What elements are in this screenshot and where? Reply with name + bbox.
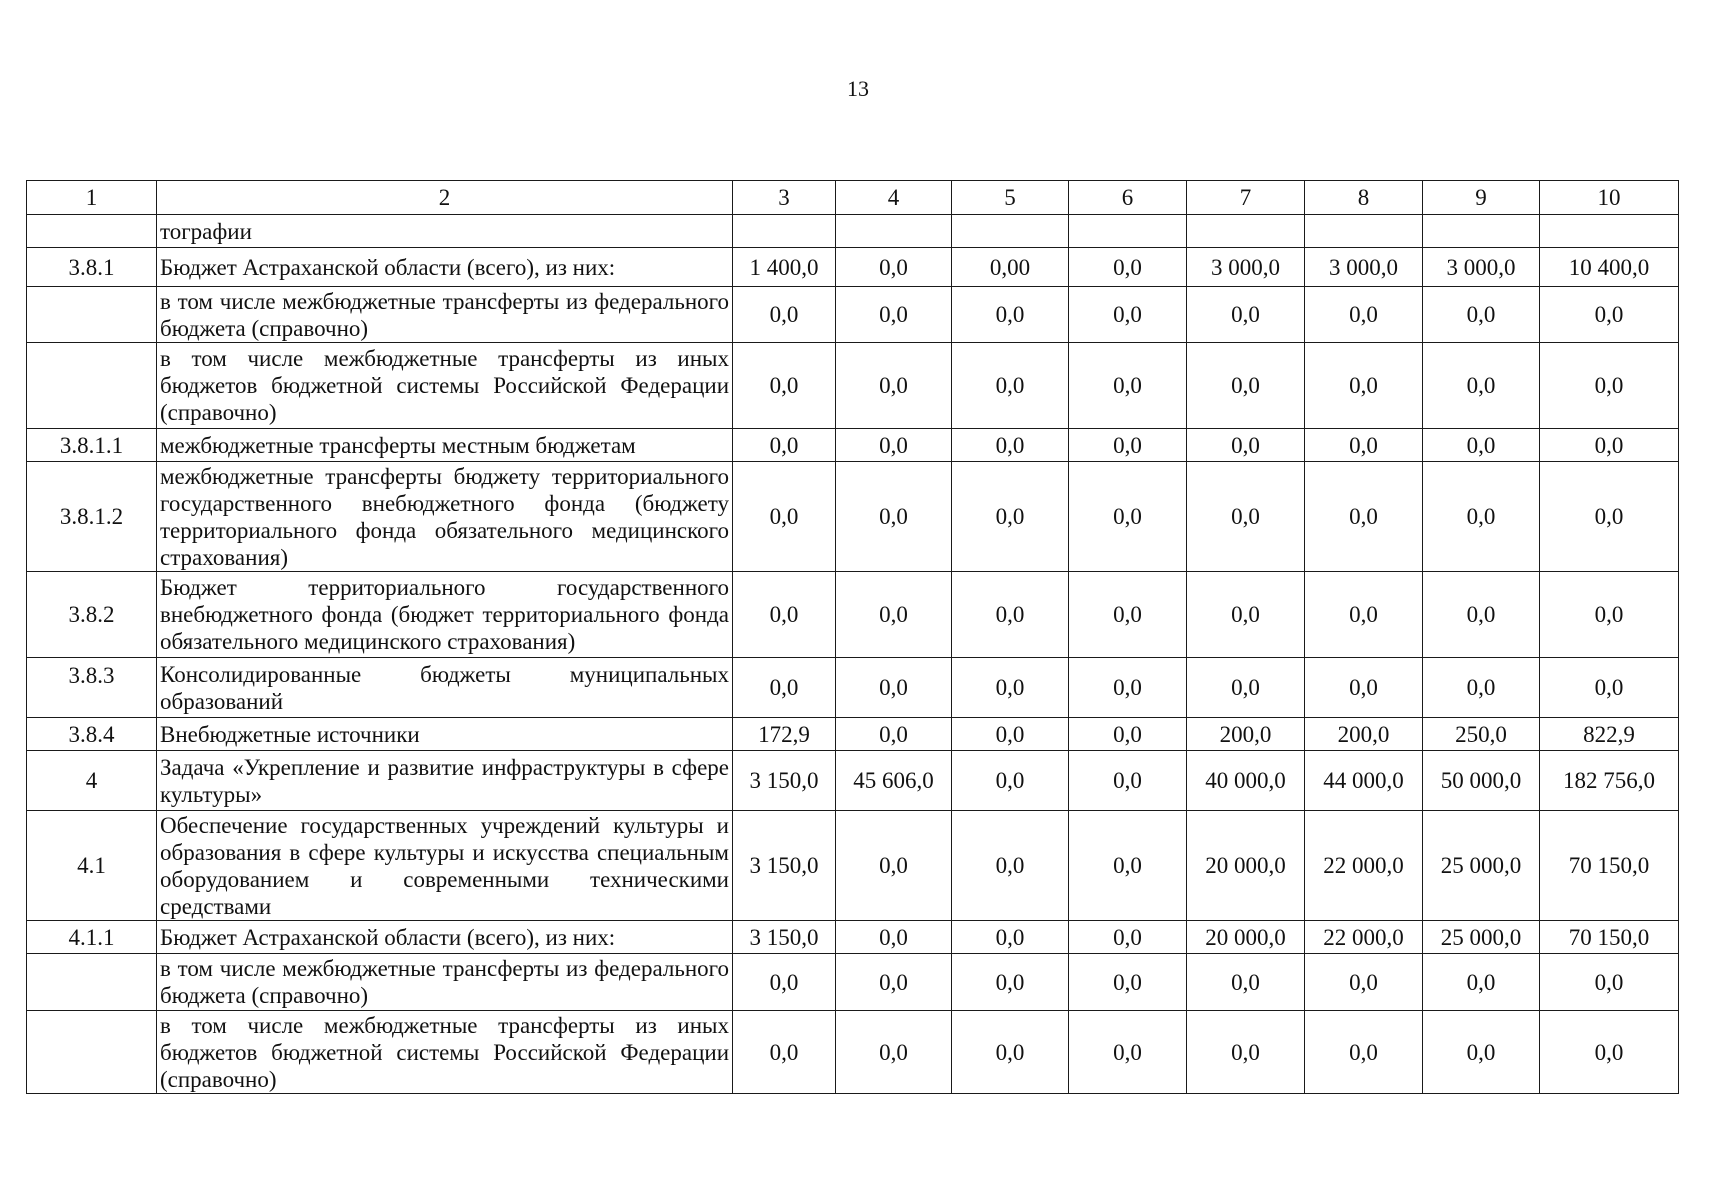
value-cell: 0,0 bbox=[1540, 954, 1679, 1011]
row-code: 3.8.3 bbox=[27, 658, 157, 718]
value-cell: 822,9 bbox=[1540, 718, 1679, 751]
value-cell: 0,0 bbox=[1423, 429, 1540, 462]
value-cell: 20 000,0 bbox=[1187, 921, 1305, 954]
value-cell: 0,0 bbox=[952, 954, 1069, 1011]
column-number-header: 8 bbox=[1305, 181, 1423, 215]
row-code bbox=[27, 215, 157, 248]
value-cell: 0,0 bbox=[1423, 572, 1540, 658]
value-cell: 0,0 bbox=[836, 811, 952, 921]
value-cell: 50 000,0 bbox=[1423, 751, 1540, 811]
table-row bbox=[27, 462, 1679, 572]
value-cell: 0,00 bbox=[952, 248, 1069, 287]
row-name: в том числе межбюджетные трансферты из федерального бюджета (справочно) bbox=[157, 287, 733, 343]
row-code: 3.8.2 bbox=[27, 572, 157, 658]
row-code: 3.8.1.2 bbox=[27, 462, 157, 572]
value-cell: 22 000,0 bbox=[1305, 811, 1423, 921]
value-cell: 0,0 bbox=[733, 658, 836, 718]
value-cell: 0,0 bbox=[733, 954, 836, 1011]
value-cell: 0,0 bbox=[836, 287, 952, 343]
value-cell bbox=[1305, 215, 1423, 248]
value-cell: 0,0 bbox=[836, 572, 952, 658]
value-cell: 25 000,0 bbox=[1423, 811, 1540, 921]
value-cell: 250,0 bbox=[1423, 718, 1540, 751]
value-cell: 0,0 bbox=[1540, 658, 1679, 718]
value-cell: 0,0 bbox=[1187, 658, 1305, 718]
value-cell: 0,0 bbox=[836, 1011, 952, 1094]
value-cell: 40 000,0 bbox=[1187, 751, 1305, 811]
value-cell: 3 150,0 bbox=[733, 921, 836, 954]
value-cell: 0,0 bbox=[1187, 343, 1305, 429]
row-name: Задача «Укрепление и развитие инфраструктуры в сфере культуры» bbox=[157, 751, 733, 811]
value-cell: 25 000,0 bbox=[1423, 921, 1540, 954]
column-number-header: 5 bbox=[952, 181, 1069, 215]
value-cell: 0,0 bbox=[1069, 343, 1187, 429]
value-cell: 0,0 bbox=[1540, 462, 1679, 572]
table-row bbox=[27, 658, 1679, 718]
column-number-header: 9 bbox=[1423, 181, 1540, 215]
value-cell: 0,0 bbox=[1069, 1011, 1187, 1094]
row-name: Бюджет Астраханской области (всего), из них: bbox=[157, 248, 733, 287]
value-cell: 44 000,0 bbox=[1305, 751, 1423, 811]
page-number: 13 bbox=[847, 76, 869, 101]
value-cell: 0,0 bbox=[952, 921, 1069, 954]
row-name: в том числе межбюджетные трансферты из иных бюджетов бюджетной системы Российской Федерации (справочно) bbox=[157, 343, 733, 429]
value-cell: 0,0 bbox=[952, 751, 1069, 811]
table-row bbox=[27, 954, 1679, 1011]
table-row bbox=[27, 718, 1679, 751]
value-cell: 0,0 bbox=[1069, 429, 1187, 462]
value-cell bbox=[1423, 215, 1540, 248]
column-number-header: 2 bbox=[157, 181, 733, 215]
value-cell: 0,0 bbox=[733, 1011, 836, 1094]
column-number-header: 6 bbox=[1069, 181, 1187, 215]
value-cell: 3 150,0 bbox=[733, 751, 836, 811]
value-cell: 0,0 bbox=[1187, 954, 1305, 1011]
table-row bbox=[27, 248, 1679, 287]
row-name: Внебюджетные источники bbox=[157, 718, 733, 751]
value-cell: 0,0 bbox=[1423, 287, 1540, 343]
value-cell: 0,0 bbox=[1423, 462, 1540, 572]
value-cell: 0,0 bbox=[836, 658, 952, 718]
column-number-header: 3 bbox=[733, 181, 836, 215]
row-name: Бюджет Астраханской области (всего), из них: bbox=[157, 921, 733, 954]
value-cell: 0,0 bbox=[1305, 658, 1423, 718]
header-row bbox=[27, 181, 1679, 215]
value-cell: 0,0 bbox=[1069, 718, 1187, 751]
value-cell: 0,0 bbox=[733, 572, 836, 658]
value-cell: 0,0 bbox=[1540, 1011, 1679, 1094]
value-cell: 0,0 bbox=[952, 462, 1069, 572]
table-row bbox=[27, 429, 1679, 462]
value-cell: 0,0 bbox=[1423, 954, 1540, 1011]
value-cell: 0,0 bbox=[733, 429, 836, 462]
value-cell: 0,0 bbox=[1069, 658, 1187, 718]
table-row bbox=[27, 811, 1679, 921]
value-cell: 0,0 bbox=[733, 287, 836, 343]
value-cell: 0,0 bbox=[952, 429, 1069, 462]
value-cell: 0,0 bbox=[836, 718, 952, 751]
value-cell: 0,0 bbox=[1423, 1011, 1540, 1094]
row-name: в том числе межбюджетные трансферты из федерального бюджета (справочно) bbox=[157, 954, 733, 1011]
value-cell: 0,0 bbox=[1305, 429, 1423, 462]
value-cell: 0,0 bbox=[1069, 462, 1187, 572]
value-cell: 0,0 bbox=[952, 287, 1069, 343]
value-cell: 0,0 bbox=[1540, 572, 1679, 658]
row-name: Обеспечение государственных учреждений культуры и образования в сфере культуры и искусства специальным оборудованием и современными техническими средствами bbox=[157, 811, 733, 921]
value-cell bbox=[1187, 215, 1305, 248]
value-cell: 1 400,0 bbox=[733, 248, 836, 287]
row-code: 3.8.1.1 bbox=[27, 429, 157, 462]
value-cell: 0,0 bbox=[952, 572, 1069, 658]
value-cell bbox=[836, 215, 952, 248]
row-code bbox=[27, 954, 157, 1011]
row-code bbox=[27, 1011, 157, 1094]
table-row bbox=[27, 751, 1679, 811]
value-cell: 0,0 bbox=[1069, 287, 1187, 343]
value-cell: 45 606,0 bbox=[836, 751, 952, 811]
row-name: в том числе межбюджетные трансферты из иных бюджетов бюджетной системы Российской Федерации (справочно) bbox=[157, 1011, 733, 1094]
column-number-header: 1 bbox=[27, 181, 157, 215]
value-cell: 10 400,0 bbox=[1540, 248, 1679, 287]
row-name: межбюджетные трансферты бюджету территориального государственного внебюджетного фонда (бюджету территориального фонда обязательного медицинского страхования) bbox=[157, 462, 733, 572]
value-cell: 0,0 bbox=[1187, 572, 1305, 658]
row-code: 4.1 bbox=[27, 811, 157, 921]
row-name: Бюджет территориального государственного внебюджетного фонда (бюджет территориального фонда обязательного медицинского страхования) bbox=[157, 572, 733, 658]
value-cell: 0,0 bbox=[1069, 248, 1187, 287]
value-cell: 0,0 bbox=[836, 248, 952, 287]
value-cell: 200,0 bbox=[1305, 718, 1423, 751]
value-cell: 0,0 bbox=[1305, 287, 1423, 343]
value-cell: 0,0 bbox=[1423, 343, 1540, 429]
value-cell: 0,0 bbox=[1187, 287, 1305, 343]
row-name: Консолидированные бюджеты муниципальных образований bbox=[157, 658, 733, 718]
value-cell: 0,0 bbox=[952, 1011, 1069, 1094]
row-code bbox=[27, 287, 157, 343]
column-number-header: 10 bbox=[1540, 181, 1679, 215]
value-cell: 0,0 bbox=[1187, 462, 1305, 572]
value-cell: 200,0 bbox=[1187, 718, 1305, 751]
value-cell: 0,0 bbox=[1540, 343, 1679, 429]
value-cell: 0,0 bbox=[1305, 343, 1423, 429]
table-row bbox=[27, 215, 1679, 248]
value-cell: 0,0 bbox=[1305, 462, 1423, 572]
value-cell: 0,0 bbox=[1069, 572, 1187, 658]
value-cell: 20 000,0 bbox=[1187, 811, 1305, 921]
value-cell: 0,0 bbox=[733, 343, 836, 429]
value-cell: 172,9 bbox=[733, 718, 836, 751]
row-name: тографии bbox=[157, 215, 733, 248]
value-cell: 182 756,0 bbox=[1540, 751, 1679, 811]
table-row bbox=[27, 1011, 1679, 1094]
value-cell: 0,0 bbox=[1305, 954, 1423, 1011]
row-code: 3.8.1 bbox=[27, 248, 157, 287]
value-cell: 70 150,0 bbox=[1540, 811, 1679, 921]
value-cell: 3 000,0 bbox=[1423, 248, 1540, 287]
value-cell: 0,0 bbox=[733, 462, 836, 572]
value-cell: 0,0 bbox=[836, 429, 952, 462]
value-cell: 0,0 bbox=[1069, 811, 1187, 921]
value-cell: 0,0 bbox=[1069, 954, 1187, 1011]
value-cell: 0,0 bbox=[952, 343, 1069, 429]
row-code: 3.8.4 bbox=[27, 718, 157, 751]
value-cell: 22 000,0 bbox=[1305, 921, 1423, 954]
row-code: 4.1.1 bbox=[27, 921, 157, 954]
value-cell: 0,0 bbox=[1305, 572, 1423, 658]
value-cell: 0,0 bbox=[1540, 287, 1679, 343]
value-cell bbox=[1069, 215, 1187, 248]
value-cell: 0,0 bbox=[836, 343, 952, 429]
value-cell: 0,0 bbox=[1423, 658, 1540, 718]
value-cell: 3 150,0 bbox=[733, 811, 836, 921]
value-cell: 0,0 bbox=[836, 921, 952, 954]
column-number-header: 4 bbox=[836, 181, 952, 215]
value-cell: 3 000,0 bbox=[1305, 248, 1423, 287]
value-cell: 3 000,0 bbox=[1187, 248, 1305, 287]
row-code: 4 bbox=[27, 751, 157, 811]
value-cell: 0,0 bbox=[952, 718, 1069, 751]
value-cell bbox=[1540, 215, 1679, 248]
value-cell: 0,0 bbox=[1069, 751, 1187, 811]
table-row bbox=[27, 921, 1679, 954]
value-cell: 0,0 bbox=[1540, 429, 1679, 462]
budget-table bbox=[26, 180, 1679, 1094]
value-cell: 0,0 bbox=[836, 954, 952, 1011]
value-cell: 0,0 bbox=[836, 462, 952, 572]
table-row bbox=[27, 572, 1679, 658]
row-name: межбюджетные трансферты местным бюджетам bbox=[157, 429, 733, 462]
value-cell: 0,0 bbox=[1187, 429, 1305, 462]
table-row bbox=[27, 287, 1679, 343]
value-cell: 0,0 bbox=[1069, 921, 1187, 954]
value-cell: 70 150,0 bbox=[1540, 921, 1679, 954]
value-cell bbox=[952, 215, 1069, 248]
value-cell bbox=[733, 215, 836, 248]
value-cell: 0,0 bbox=[1187, 1011, 1305, 1094]
row-code bbox=[27, 343, 157, 429]
value-cell: 0,0 bbox=[952, 658, 1069, 718]
column-number-header: 7 bbox=[1187, 181, 1305, 215]
value-cell: 0,0 bbox=[952, 811, 1069, 921]
table-row bbox=[27, 343, 1679, 429]
value-cell: 0,0 bbox=[1305, 1011, 1423, 1094]
